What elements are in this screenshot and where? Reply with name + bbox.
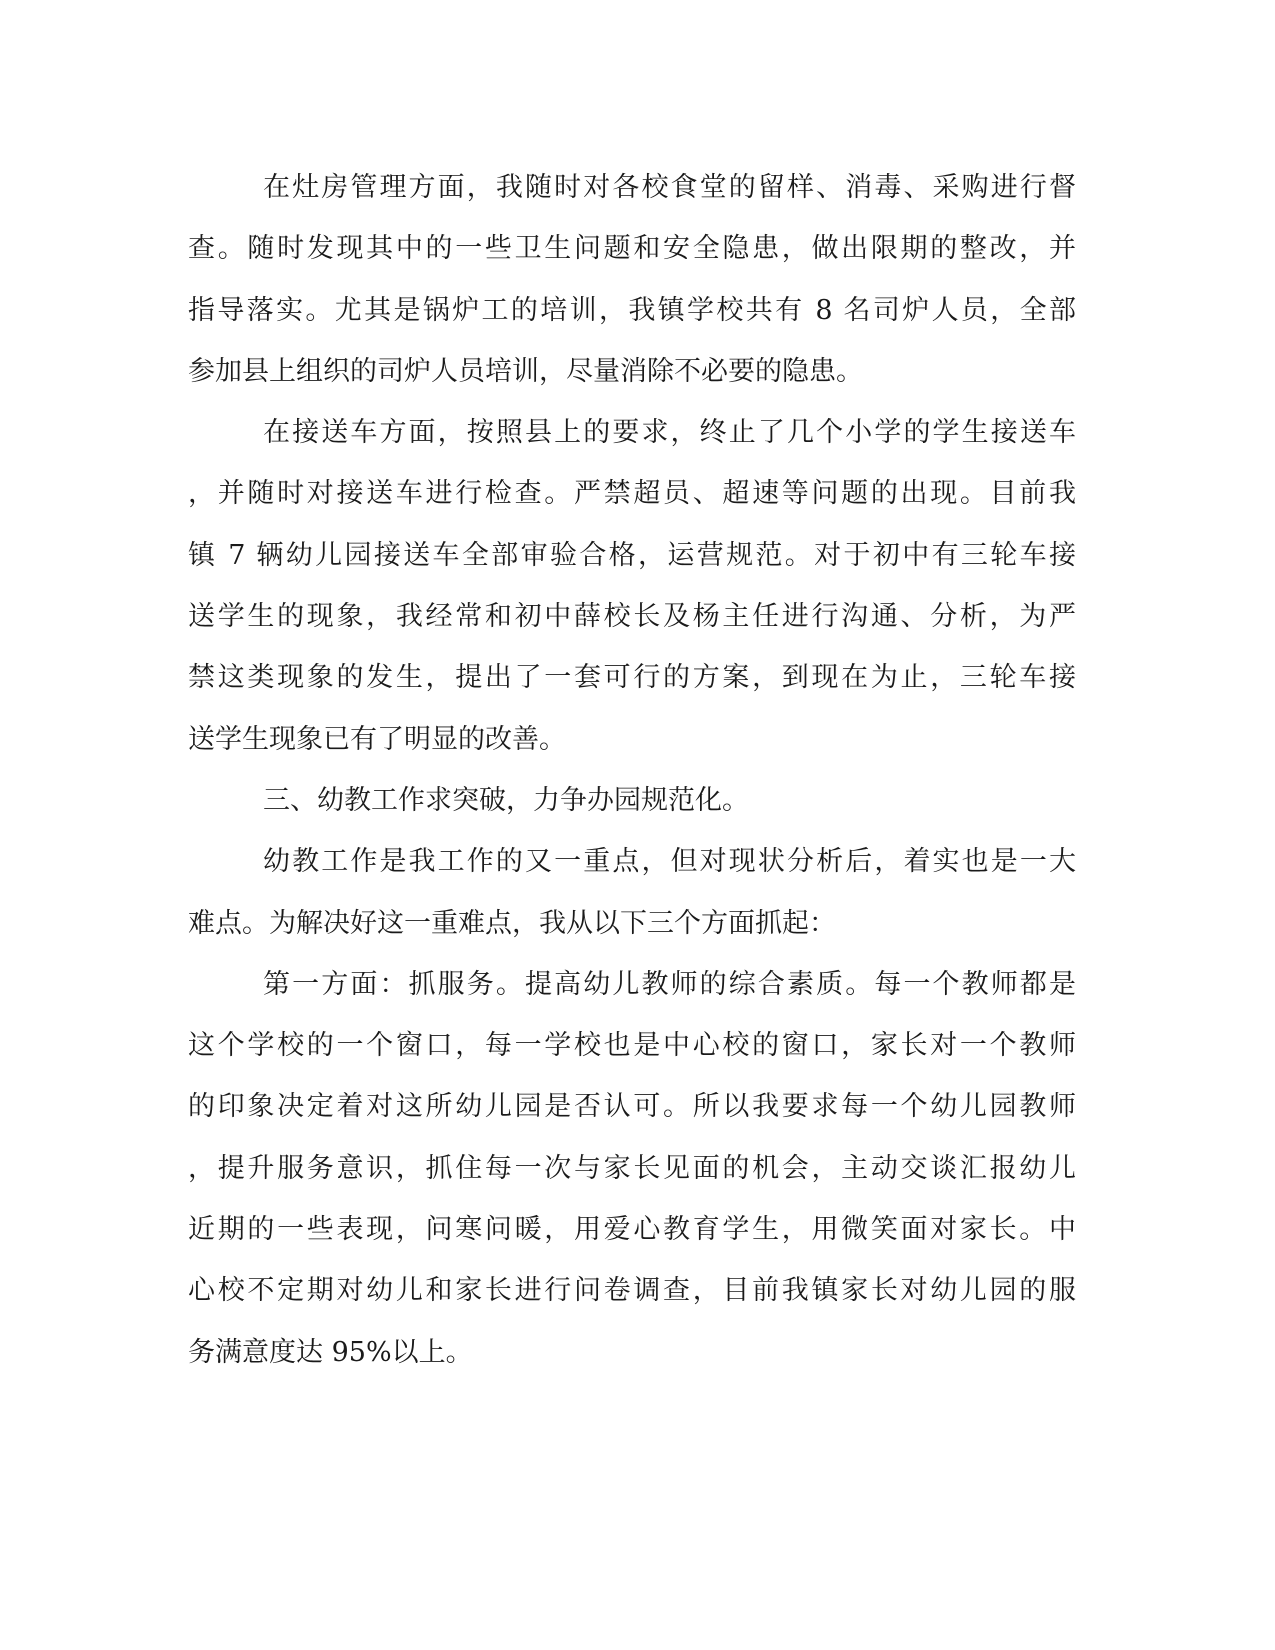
text-line: 幼教工作是我工作的又一重点，但对现状分析后，着实也是一大: [263, 846, 1076, 878]
text-line: 查。随时发现其中的一些卫生问题和安全隐患，做出限期的整改，并: [188, 233, 1076, 265]
text-line: 这个学校的一个窗口，每一学校也是中心校的窗口，家长对一个教师: [188, 1030, 1076, 1062]
text-line: 近期的一些表现，问寒问暖，用爱心教育学生，用微笑面对家长。中: [188, 1214, 1076, 1246]
text-line: 第一方面：抓服务。提高幼儿教师的综合素质。每一个教师都是: [263, 968, 1076, 1000]
text-line: 镇 7 辆幼儿园接送车全部审验合格，运营规范。对于初中有三轮车接: [188, 539, 1076, 571]
text-line: 三、幼教工作求突破，力争办园规范化。: [263, 784, 749, 816]
text-line: 在灶房管理方面，我随时对各校食堂的留样、消毒、采购进行督: [263, 172, 1076, 203]
text-line: 参加县上组织的司炉人员培训，尽量消除不必要的隐患。: [188, 355, 863, 387]
text-line: 的印象决定着对这所幼儿园是否认可。所以我要求每一个幼儿园教师: [188, 1091, 1076, 1123]
text-line: 送学生现象已有了明显的改善。: [188, 723, 566, 755]
text-line: 难点。为解决好这一重难点，我从以下三个方面抓起：: [188, 907, 836, 939]
text-line: 禁这类现象的发生，提出了一套可行的方案，到现在为止，三轮车接: [188, 662, 1076, 694]
text-line: 指导落实。尤其是锅炉工的培训，我镇学校共有 8 名司炉人员，全部: [188, 294, 1076, 326]
text-line: 送学生的现象，我经常和初中薛校长及杨主任进行沟通、分析，为严: [188, 601, 1076, 633]
text-line: 在接送车方面，按照县上的要求，终止了几个小学的学生接送车: [263, 417, 1076, 449]
text-line: 心校不定期对幼儿和家长进行问卷调查，目前我镇家长对幼儿园的服: [188, 1275, 1076, 1307]
text-line: ，提升服务意识，抓住每一次与家长见面的机会，主动交谈汇报幼儿: [188, 1152, 1076, 1184]
text-line: ，并随时对接送车进行检查。严禁超员、超速等问题的出现。目前我: [188, 478, 1076, 510]
text-line: 务满意度达 95%以上。: [188, 1336, 473, 1368]
document-body: [188, 157, 1076, 1383]
